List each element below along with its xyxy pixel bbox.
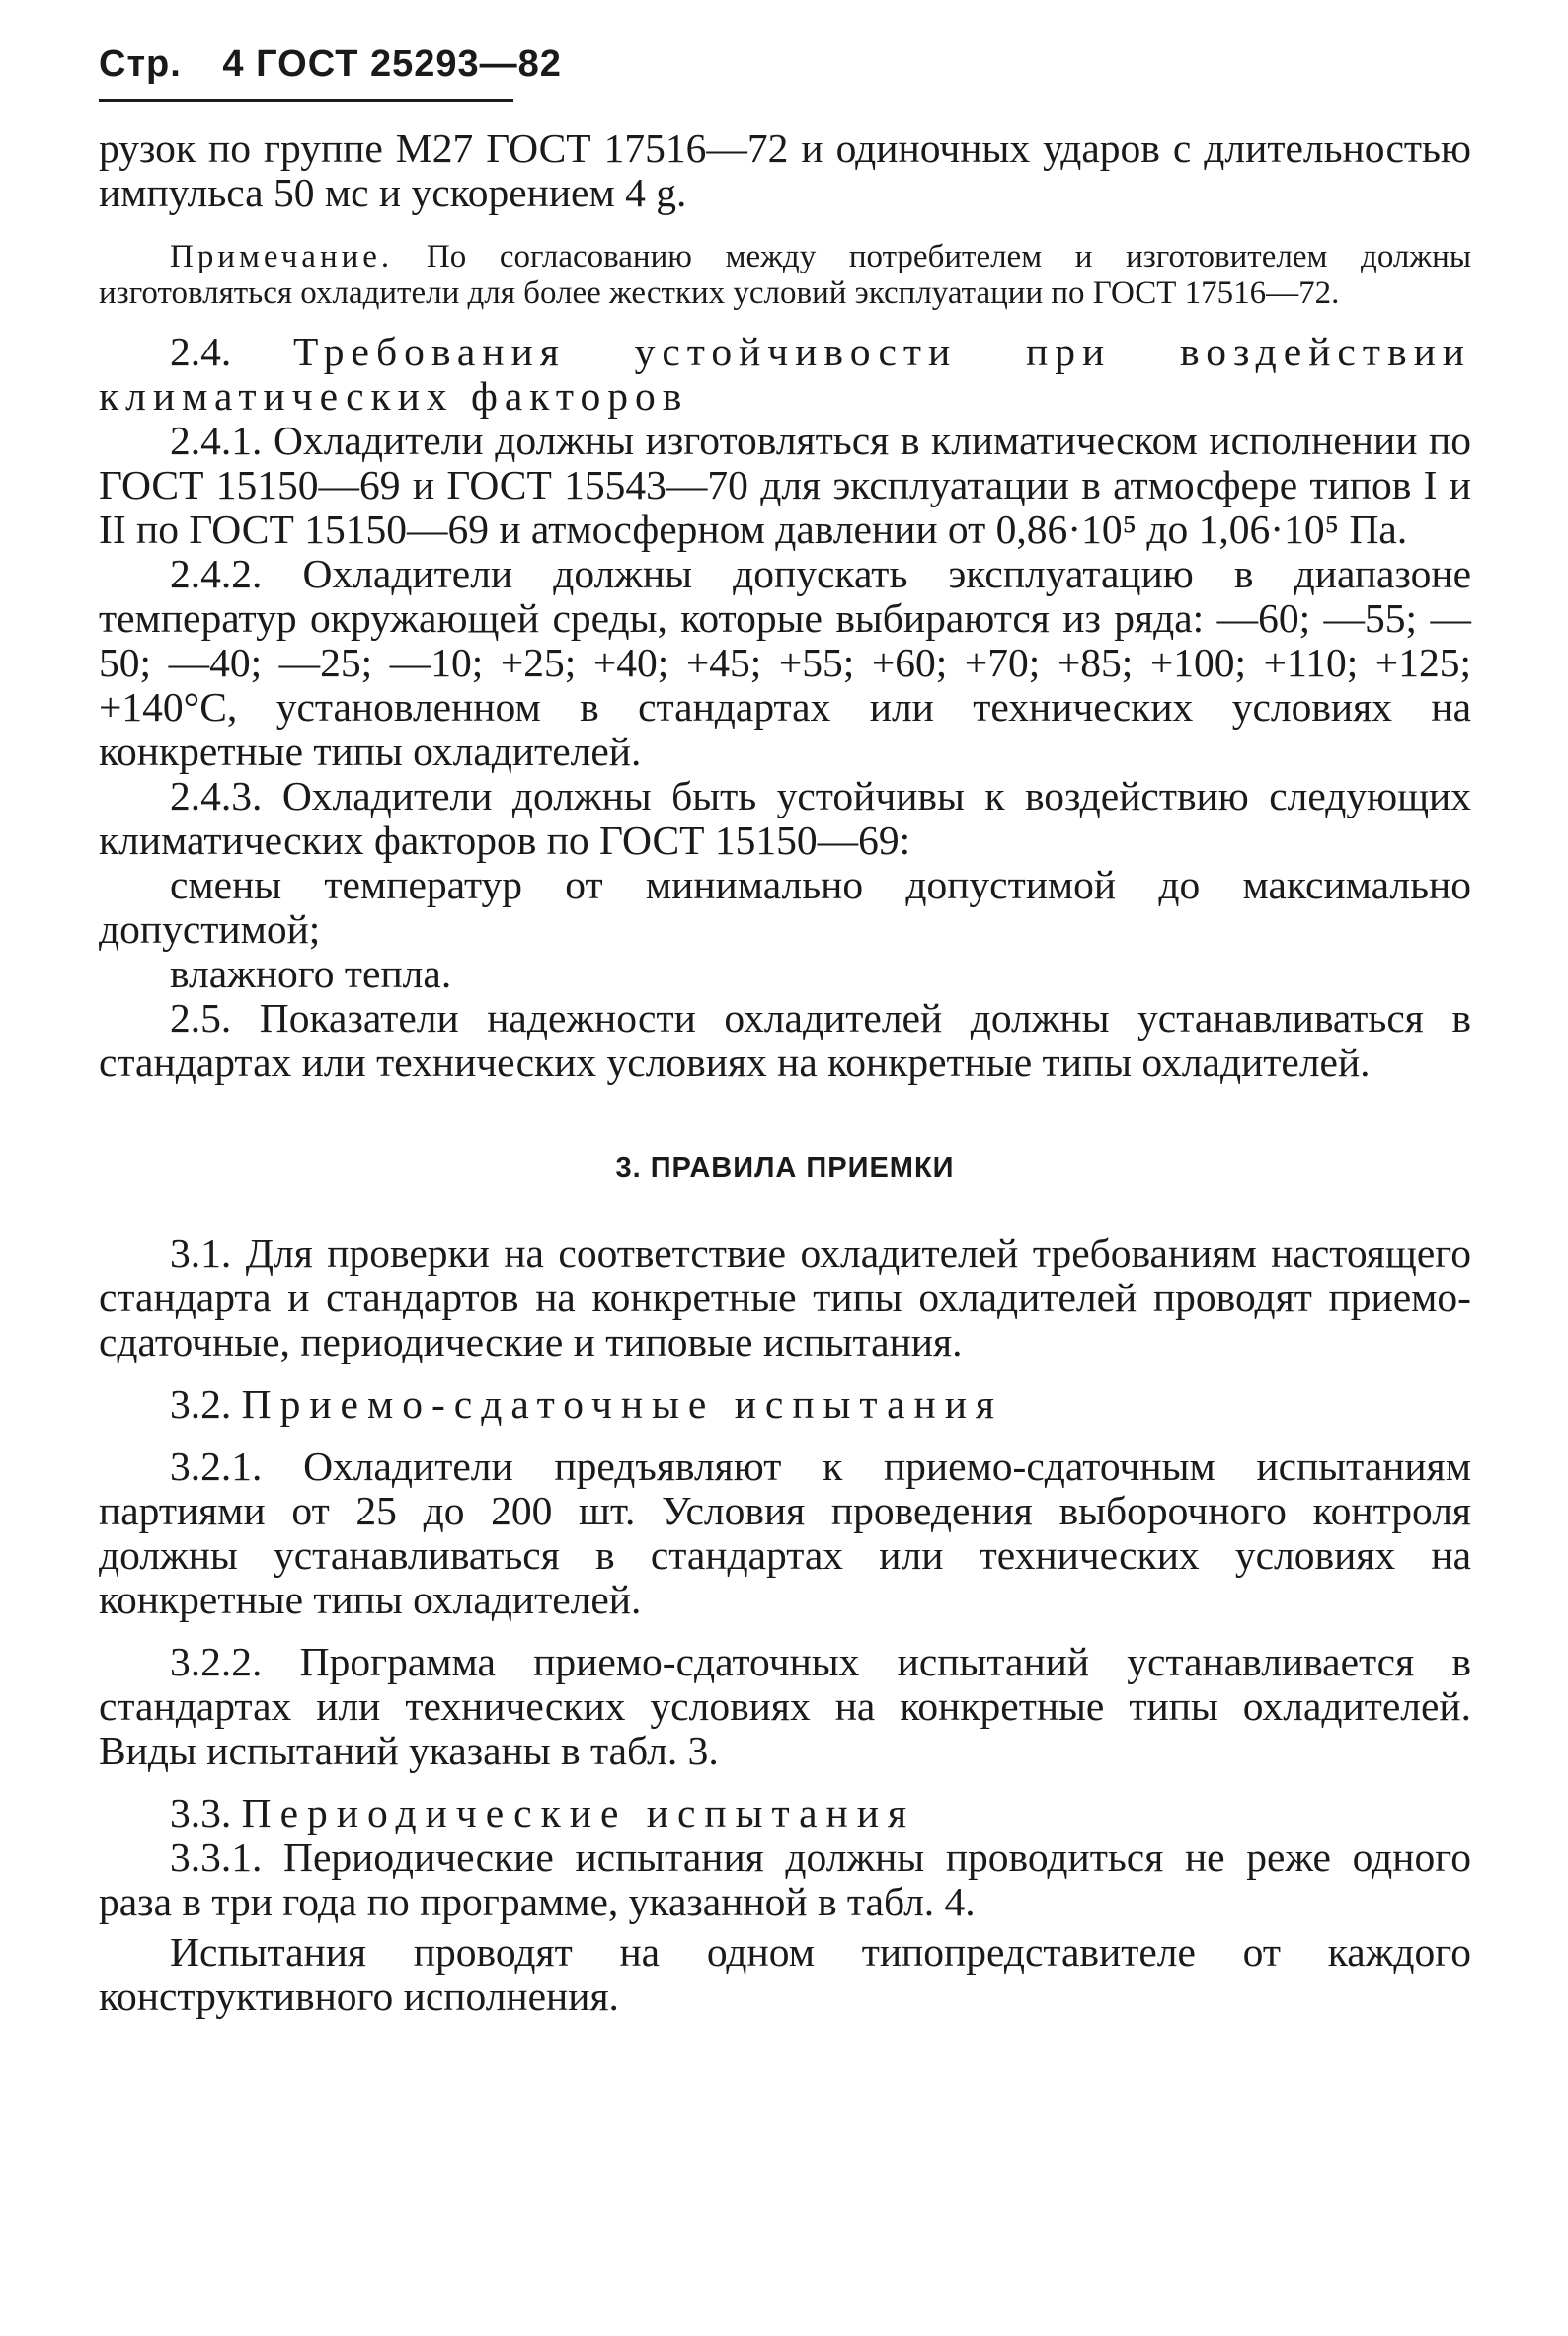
paragraph-2-5: 2.5. Показатели надежности охладителей должны устанавливаться в стандартах или технических условиях на конкретные типы охладителей. bbox=[99, 995, 1471, 1085]
paragraph-final: Испытания проводят на одном типопредставителе от каждого конструктивного исполнения. bbox=[99, 1929, 1471, 2019]
list-item-2: влажного тепла. bbox=[170, 951, 452, 996]
paragraph-2-4-2: 2.4.2. Охладители должны допускать эксплуатацию в диапазоне температур окружающей среды, которые выбираются из ряда: —60; —55; —50; —40; —25; —10; +25; +40; +45; +55; +60; +70; +85; +100; +110; +125; +140°С, установленном в стандартах или технических условиях на конкретные типы охладителей. bbox=[99, 551, 1471, 774]
document-body bbox=[99, 126, 1471, 2019]
paragraph-2-4-1: 2.4.1. Охладители должны изготовляться в климатическом исполнении по ГОСТ 15150—69 и ГОСТ 15543—70 для эксплуатации в атмосфере типов I и II по ГОСТ 15150—69 и атмосферном давлении от 0,86·10⁵ до 1,06·10⁵ Па. bbox=[99, 418, 1471, 552]
heading-3-2-number: 3.2. bbox=[170, 1381, 232, 1427]
heading-2-4-title: Требования устойчивости при воздействии климатических факторов bbox=[99, 329, 1471, 419]
page-number: 4 bbox=[222, 43, 245, 85]
note-lead: Примечание. bbox=[170, 239, 394, 274]
note-text: По согласованию между потребителем и изготовителем должны изготовляться охладители для более жестких условий эксплуатации по ГОСТ 17516—72. bbox=[99, 239, 1471, 311]
section-title-3: 3. ПРАВИЛА ПРИЕМКИ bbox=[615, 1152, 955, 1184]
heading-3-2-title: Приемо-сдаточные испытания bbox=[241, 1381, 1003, 1427]
heading-3-2 bbox=[99, 1382, 1471, 1427]
paragraph-3-3-1: 3.3.1. Периодические испытания должны проводиться не реже одного раза в три года по программе, указанной в табл. 4. bbox=[99, 1834, 1471, 1924]
paragraph-3-1: 3.1. Для проверки на соответствие охладителей требованиям настоящего стандарта и стандартов на конкретные типы охладителей проводят приемо-сдаточные, периодические и типовые испытания. bbox=[99, 1230, 1471, 1364]
page-label: Стр. bbox=[99, 43, 182, 85]
heading-2-4 bbox=[99, 330, 1471, 419]
paragraph-3-2-1: 3.2.1. Охладители предъявляют к приемо-сдаточным испытаниям партиями от 25 до 200 шт. Условия проведения выборочного контроля должны устанавливаться в стандартах или технических условиях на конкретные типы охладителей. bbox=[99, 1443, 1471, 1622]
note bbox=[99, 239, 1471, 312]
heading-2-4-number: 2.4. bbox=[170, 329, 232, 374]
list-item-1: смены температур от минимально допустимой до максимально допустимой; bbox=[99, 862, 1471, 952]
heading-3-3-title: Периодические испытания bbox=[241, 1790, 916, 1835]
page-header bbox=[99, 43, 562, 86]
paragraph-3-2-2: 3.2.2. Программа приемо-сдаточных испытаний устанавливается в стандартах или технических условиях на конкретные типы охладителей. Виды испытаний указаны в табл. 3. bbox=[99, 1639, 1471, 1773]
paragraph-2-4-3: 2.4.3. Охладители должны быть устойчивы к воздействию следующих климатических факторов по ГОСТ 15150—69: bbox=[99, 773, 1471, 863]
paragraph-intro: рузок по группе М27 ГОСТ 17516—72 и одиночных ударов с длительностью импульса 50 мс и ускорением 4 g. bbox=[99, 125, 1471, 215]
standard-number: ГОСТ 25293—82 bbox=[256, 43, 562, 85]
header-rule bbox=[99, 99, 513, 102]
heading-3-3-number: 3.3. bbox=[170, 1790, 232, 1835]
heading-3-3 bbox=[99, 1791, 1471, 1835]
